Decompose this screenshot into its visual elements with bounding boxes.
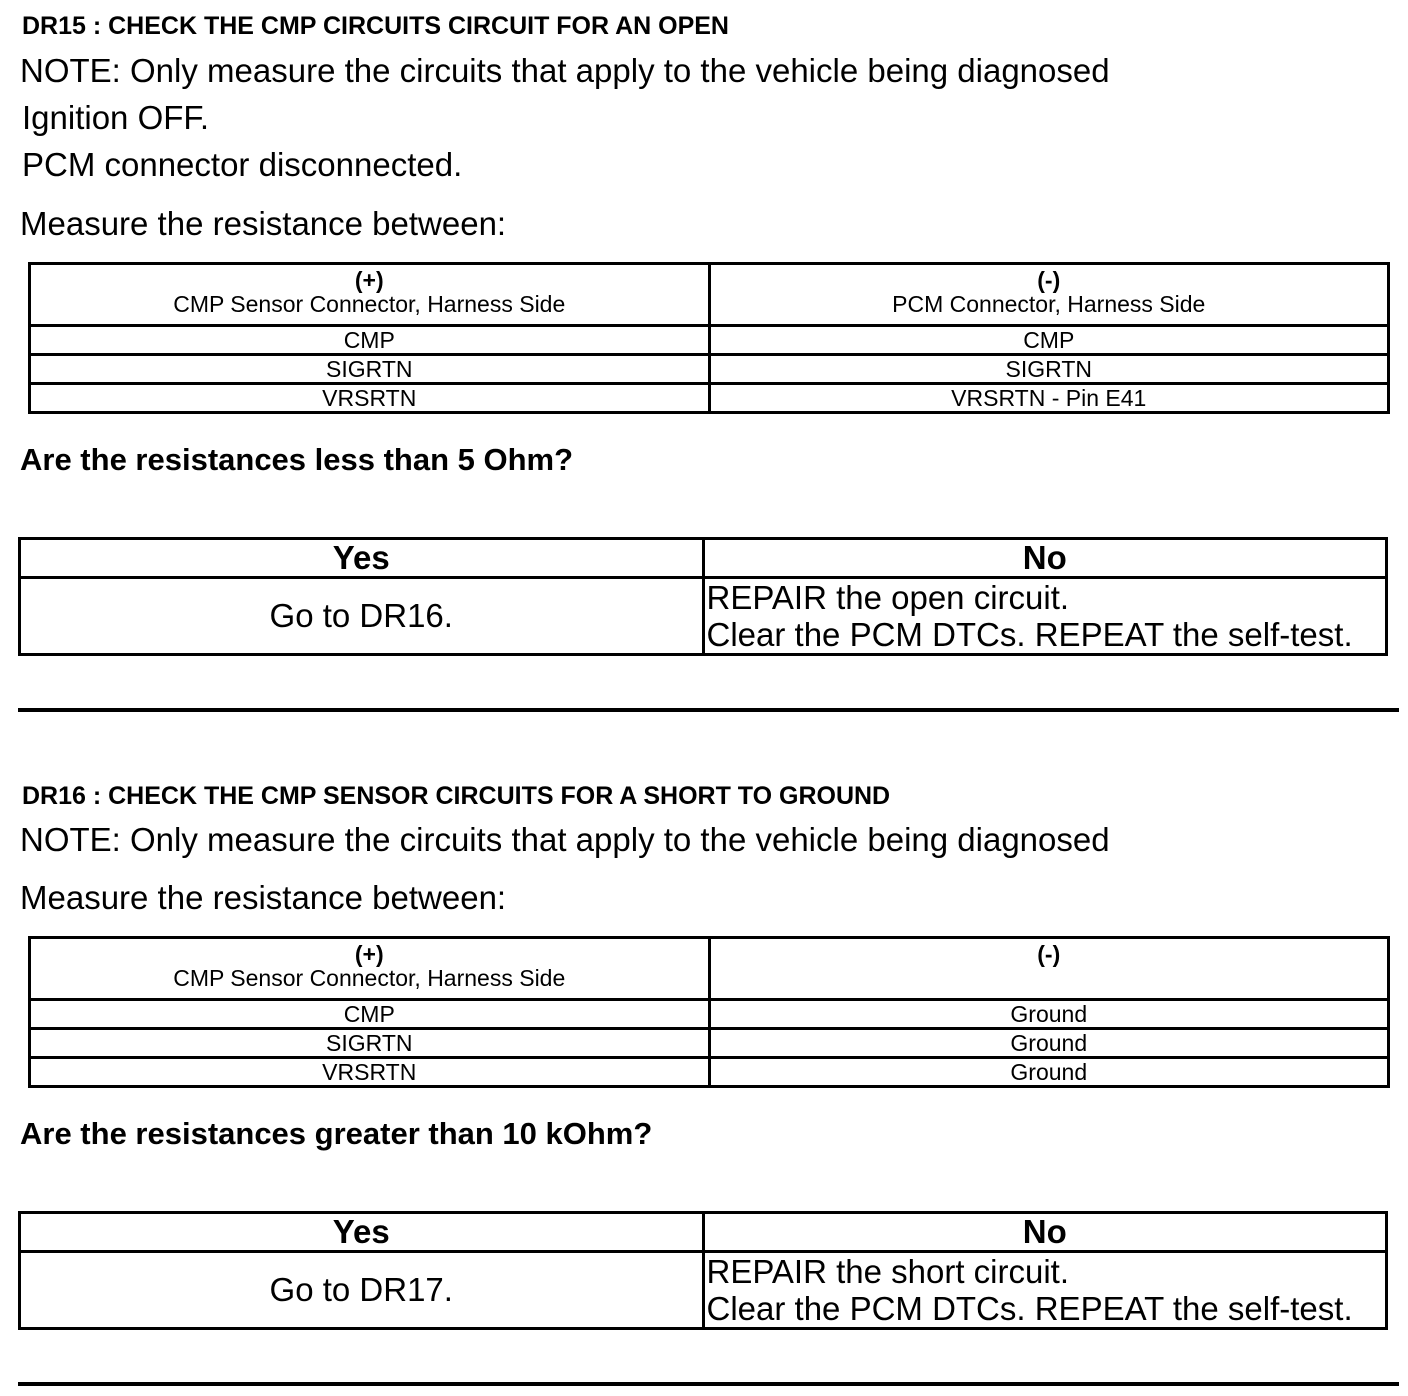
dr16-measure-label: Measure the resistance between: [20, 879, 507, 916]
dr15-title: DR15 : CHECK THE CMP CIRCUITS CIRCUIT FOR AN OPEN [22, 12, 729, 40]
dr16-minus-ground-2: Ground [709, 1029, 1389, 1058]
table-row [30, 1000, 1389, 1029]
dr15-minus-vrsrtn: VRSRTN - Pin E41 [709, 384, 1389, 413]
table-row [30, 355, 1389, 384]
dr16-no-action-line2: Clear the PCM DTCs. REPEAT the self-test. [706, 1290, 1353, 1327]
table-row [30, 1058, 1389, 1087]
section-divider [18, 1382, 1399, 1386]
dr15-minus-sigrtn: SIGRTN [709, 355, 1389, 384]
dr15-no-header: No [703, 539, 1387, 578]
dr16-plus-header: (+) CMP Sensor Connector, Harness Side [30, 938, 710, 1000]
dr15-plus-header: (+) CMP Sensor Connector, Harness Side [30, 264, 710, 326]
dr16-plus-cmp: CMP [30, 1000, 710, 1029]
dr15-measure-label: Measure the resistance between: [20, 205, 507, 242]
dr16-note: NOTE: Only measure the circuits that apply to the vehicle being diagnosed [20, 821, 1110, 858]
dr16-minus-header: (-) [709, 938, 1389, 1000]
dr15-plus-vrsrtn: VRSRTN [30, 384, 710, 413]
dr15-no-action [703, 578, 1387, 655]
dr16-yes-action: Go to DR17. [20, 1252, 704, 1329]
dr15-plus-sigrtn: SIGRTN [30, 355, 710, 384]
dr16-question: Are the resistances greater than 10 kOhm? [20, 1116, 653, 1151]
dr15-measurement-table [28, 262, 1390, 414]
dr16-plus-sigrtn: SIGRTN [30, 1029, 710, 1058]
table-row [30, 384, 1389, 413]
dr15-yes-action: Go to DR16. [20, 578, 704, 655]
table-row [30, 326, 1389, 355]
dr15-minus-header: (-) PCM Connector, Harness Side [709, 264, 1389, 326]
dr15-no-action-line1: REPAIR the open circuit. [706, 579, 1070, 616]
dr15-no-action-line2: Clear the PCM DTCs. REPEAT the self-test. [706, 616, 1353, 653]
dr16-minus-ground-3: Ground [709, 1058, 1389, 1087]
dr15-decision-table [18, 537, 1388, 656]
dr15-minus-cmp: CMP [709, 326, 1389, 355]
section-divider [18, 708, 1399, 712]
dr16-measurement-table [28, 936, 1390, 1088]
dr15-note: NOTE: Only measure the circuits that apply to the vehicle being diagnosed [20, 52, 1110, 89]
dr16-plus-vrsrtn: VRSRTN [30, 1058, 710, 1087]
table-row [30, 1029, 1389, 1058]
dr15-condition-ignition: Ignition OFF. [22, 99, 210, 136]
dr16-no-action [703, 1252, 1387, 1329]
dr16-no-action-line1: REPAIR the short circuit. [706, 1253, 1070, 1290]
dr16-decision-table [18, 1211, 1388, 1330]
dr16-no-header: No [703, 1213, 1387, 1252]
dr16-title: DR16 : CHECK THE CMP SENSOR CIRCUITS FOR A SHORT TO GROUND [22, 782, 891, 810]
dr15-question: Are the resistances less than 5 Ohm? [20, 442, 574, 477]
dr15-yes-header: Yes [20, 539, 704, 578]
dr15-plus-cmp: CMP [30, 326, 710, 355]
dr16-yes-header: Yes [20, 1213, 704, 1252]
dr16-minus-ground-1: Ground [709, 1000, 1389, 1029]
dr15-condition-pcm: PCM connector disconnected. [22, 146, 463, 183]
